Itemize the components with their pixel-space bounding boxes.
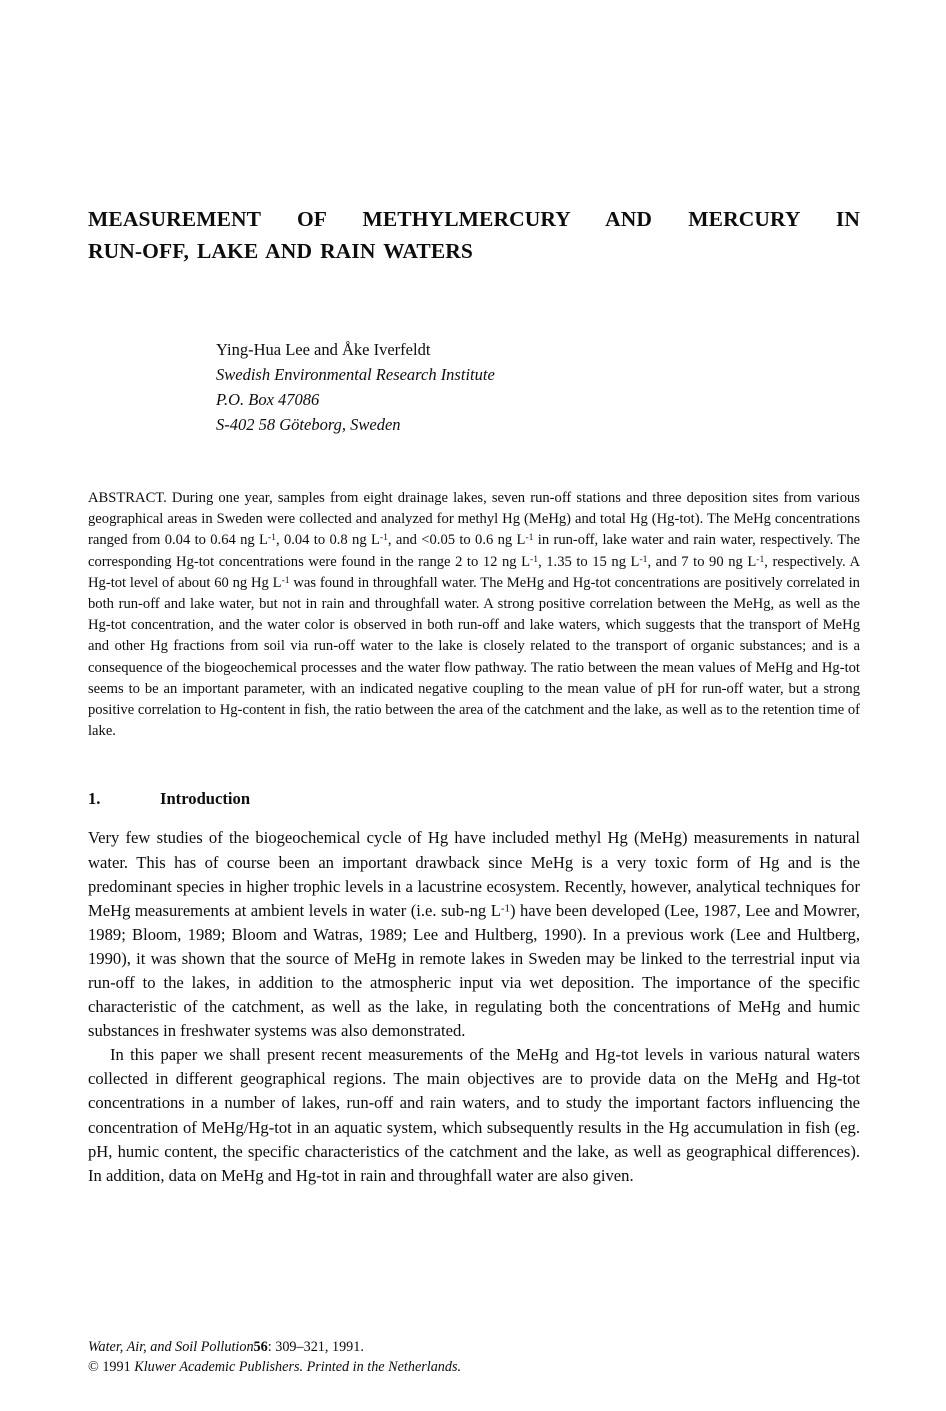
- abstract-text-7: , respectively. A Hg-tot level of about 60 ng Hg L: [88, 553, 860, 591]
- intro-p1-sup-1: -1: [500, 902, 510, 915]
- author-address-city: S-402 58 Göteborg, Sweden: [216, 415, 401, 434]
- page-footer: [88, 1337, 860, 1377]
- abstract-label: ABSTRACT.: [88, 490, 167, 506]
- section-title: Introduction: [160, 789, 251, 809]
- abstract-sup-2: -1: [379, 532, 388, 544]
- page-title: [88, 0, 860, 267]
- abstract-sup-7: -1: [281, 574, 290, 586]
- author-block: [88, 267, 860, 437]
- intro-paragraph-1: [88, 810, 860, 1043]
- footer-copyright-year: 1991: [98, 1359, 135, 1375]
- abstract-sup-1: -1: [267, 532, 276, 544]
- page-content: [88, 0, 860, 1188]
- abstract-sup-4: -1: [530, 553, 539, 565]
- abstract-sup-3: -1: [525, 532, 534, 544]
- footer-publisher: Kluwer Academic Publishers. Printed in the Netherlands.: [134, 1359, 462, 1375]
- title-line-1: MEASUREMENT OF METHYLMERCURY AND MERCURY IN: [88, 207, 860, 231]
- footer-pages-year: : 309–321, 1991.: [267, 1339, 364, 1355]
- title-line-2: RUN-OFF, LAKE AND RAIN WATERS: [88, 239, 473, 263]
- section-number: 1.: [88, 789, 101, 809]
- abstract-sup-5: -1: [639, 553, 648, 565]
- abstract-text-4: in run-off, lake water and rain water, respectively. The corresponding Hg-tot concentrations were found in the range 2 to 12 ng L: [88, 532, 860, 570]
- abstract-paragraph: [88, 437, 860, 742]
- abstract-text-5: , 1.35 to 15 ng L: [538, 553, 640, 570]
- abstract-sup-6: -1: [756, 553, 765, 565]
- footer-volume: 56: [253, 1339, 268, 1355]
- section-heading-introduction: [88, 742, 860, 810]
- abstract-text-6: , and 7 to 90 ng L: [647, 553, 757, 570]
- author-affiliation: Swedish Environmental Research Institute: [216, 365, 495, 384]
- abstract-text-8: was found in throughfall water. The MeHg and Hg-tot concentrations are positively correlated in both run-off and lake water, but not in rain and throughfall water. A strong positive correlation between the MeHg, as well as the Hg-tot concentration, and the water color is observed in both run-off and lake waters, which suggests that the transport of MeHg and other Hg fractions from soil via run-off water to the lake is closely related to the transport of organic substances; and is a consequence of the biogeochemical processes and the water flow pathway. The ratio between the mean values of MeHg and Hg-tot seems to be an important parameter, with an indicated negative coupling to the mean value of pH for run-off water, but a strong positive correlation to Hg-content in fish, the ratio between the area of the catchment and the lake, as well as to the retention time of lake.: [88, 574, 860, 740]
- abstract-text-2: , 0.04 to 0.8 ng L: [275, 532, 380, 549]
- footer-journal-name: Water, Air, and Soil Pollution: [88, 1339, 254, 1355]
- abstract-text-1: During one year, samples from eight drainage lakes, seven run-off stations and three deposition sites from various geographical areas in Sweden were collected and analyzed for methyl Hg (MeHg) and total Hg (Hg-tot). The MeHg concentrations ranged from 0.04 to 0.64 ng L: [88, 490, 860, 549]
- footer-citation-line: [88, 1337, 860, 1357]
- abstract-text-3: , and <0.05 to 0.6 ng L: [387, 532, 526, 549]
- intro-p1-text-2: ) have been developed (Lee, 1987, Lee and Mowrer, 1989; Bloom, 1989; Bloom and Watras, 1989; Lee and Hultberg, 1990). In a previous work (Lee and Hultberg, 1990), it was shown that the source of MeHg in remote lakes in Sweden may be linked to the terrestrial input via run-off to the lakes, in addition to the atmospheric input via wet deposition. The importance of the specific characteristic of the catchment, as well as the lake, in regulating both the concentrations of MeHg and humic substances in freshwater systems was also demonstrated.: [88, 900, 860, 1041]
- intro-paragraph-2: In this paper we shall present recent measurements of the MeHg and Hg-tot levels in various natural waters collected in different geographical regions. The main objectives are to provide data on the MeHg and Hg-tot concentrations in a number of lakes, run-off and rain waters, and to study the important factors influencing the concentration of MeHg/Hg-tot in an aquatic system, which subsequently results in the Hg accumulation in fish (eg. pH, humic content, the specific characteristics of the catchment and the lake, as well as geographical differences). In addition, data on MeHg and Hg-tot in rain and throughfall water are also given.: [88, 1045, 860, 1185]
- author-names: Ying-Hua Lee and Åke Iverfeldt: [216, 340, 431, 359]
- footer-copyright-line: [88, 1357, 860, 1377]
- copyright-icon: ©: [88, 1359, 99, 1375]
- intro-p1-text-1: Very few studies of the biogeochemical cycle of Hg have included methyl Hg (MeHg) measurements in natural water. This has of course been an important drawback since MeHg is a very toxic form of Hg and is the predominant species in higher trophic levels in a lacustrine ecosystem. Recently, however, analytical techniques for MeHg measurements at ambient levels in water (i.e. sub-ng L: [88, 828, 860, 920]
- author-address-box: P.O. Box 47086: [216, 390, 320, 409]
